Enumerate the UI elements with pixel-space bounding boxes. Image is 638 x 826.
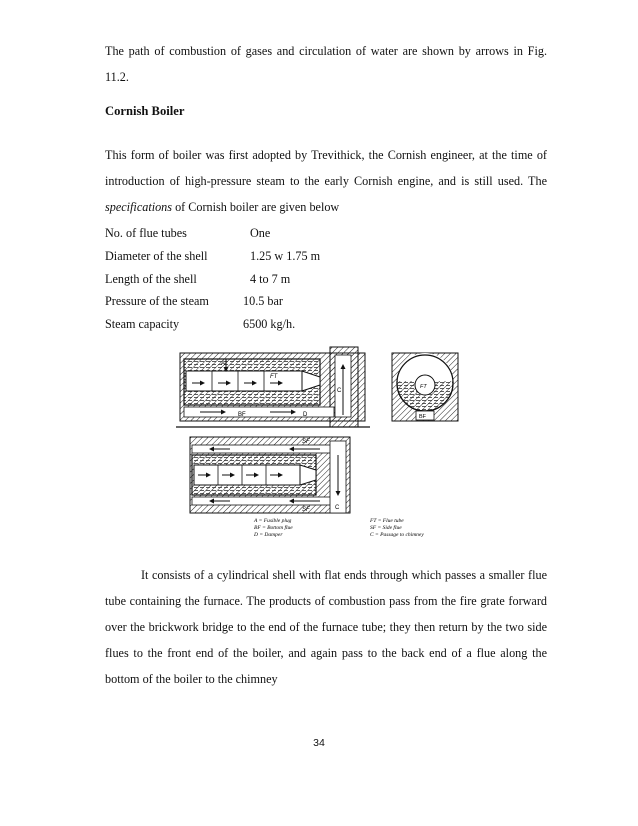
legend-item: BF = Bottom flue [254,525,293,531]
label-c: C [337,388,342,394]
legend-item: C = Passage to chimney [370,532,424,538]
paragraph-text-b: of Cornish boiler are given below [172,200,340,214]
paragraph-text-a: This form of boiler was first adopted by Trevithick, the Cornish engineer, at the time of introduction of high-pressure steam to the early Cornish engine, and is still used. The [105,148,547,188]
spec-value: 4 to 7 m [250,272,291,286]
spec-row [105,272,435,294]
section-label-bf: BF [419,414,427,420]
paragraph-italic-word: specifications [105,200,173,214]
spec-label: Steam capacity [105,317,180,331]
spec-row [105,226,435,248]
plan-label-sf-top: SF [302,439,310,445]
spec-row [105,294,435,316]
cornish-boiler-diagram [170,345,480,545]
section-heading: Cornish Boiler [105,104,185,118]
spec-value: 1.25 w 1.75 m [250,249,321,263]
description-paragraph: It consists of a cylindrical shell with flat ends through which passes a smaller flue tube containing the furnace. The products of combustion pass from the fire grate forward over the brickwork bridge to the end of the furnace tube; they then return by the two side flues to the front end of the boiler, and again pass to the back end of a flue along the bottom of the boiler to the chimney [105,568,547,686]
page-number: 34 [313,737,325,749]
intro-paragraph: The path of combustion of gases and circulation of water are shown by arrows in Fig. 11.2. [105,44,547,84]
label-bf: BF [238,412,246,418]
spec-value: 10.5 bar [243,294,283,308]
label-ft: FT [270,374,278,380]
plan-label-sf-bottom: SF [302,507,310,513]
cross-section-view [392,353,458,421]
side-elevation-view [176,347,370,427]
spec-label: No. of flue tubes [105,226,187,240]
legend-item: SF = Side flue [370,525,402,531]
spec-label: Pressure of the steam [105,294,209,308]
legend-item: A = Fusible plug [254,518,292,524]
legend-item: D = Damper [254,532,283,538]
spec-value: One [250,226,271,240]
plan-view [190,437,350,513]
spec-row [105,317,435,339]
spec-value: 6500 kg/h. [243,317,296,331]
spec-row [105,249,435,271]
figure-legend [253,518,424,538]
plan-label-c: C [335,505,340,511]
cornish-intro-paragraph [105,142,547,220]
spec-label: Diameter of the shell [105,249,208,263]
spec-label: Length of the shell [105,272,197,286]
label-a: A [221,361,226,367]
section-label-ft: FT [420,384,427,390]
label-d: D [303,412,308,418]
legend-item: FT = Flue tube [370,518,404,524]
